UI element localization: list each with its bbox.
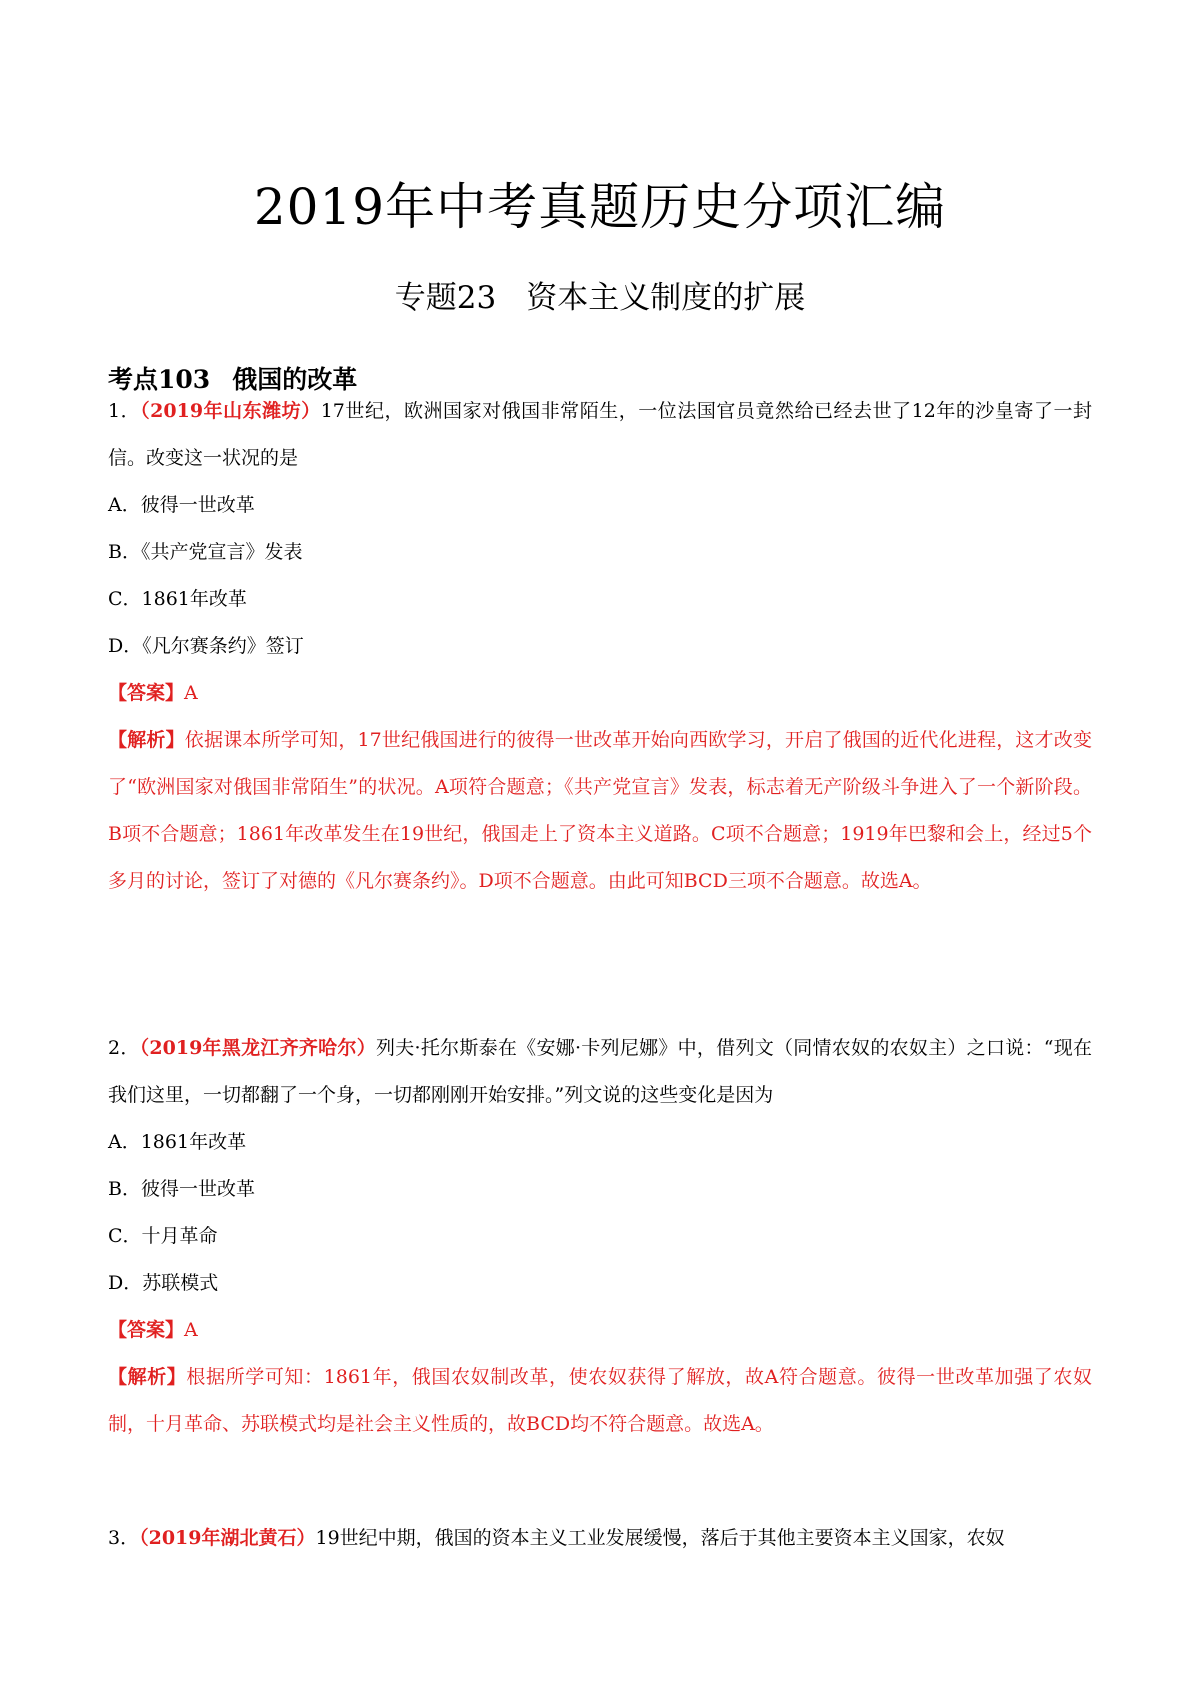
option-b: B．《共产党宣言》发表 — [108, 541, 303, 563]
answer-label: 【答案】 — [108, 1319, 185, 1341]
analysis-paragraph — [108, 717, 1092, 905]
analysis-label: 【解析】 — [108, 1366, 187, 1388]
question-text: 列夫·托尔斯泰在《安娜·卡列尼娜》中，借列文（同情农奴的农奴主）之口说：“现在我们这里，一切都翻了一个身，一切都刚刚开始安排。”列文说的这些变化是因为 — [108, 1037, 1093, 1106]
section-number: 考点103 — [108, 365, 211, 394]
question-source: （2019年黑龙江齐齐哈尔） — [139, 1037, 376, 1059]
option-c: C．1861年改革 — [108, 588, 247, 610]
question-number: 3． — [108, 1527, 140, 1549]
analysis-text: 根据所学可知：1861年，俄国农奴制改革，使农奴获得了解放，故A符合题意。彼得一世改革加强了农奴制，十月革命、苏联模式均是社会主义性质的，故BCD均不符合题意。故选A。 — [108, 1366, 1092, 1435]
document-title: 2019年中考真题历史分项汇编 — [253, 178, 947, 236]
question-source: （2019年湖北黄石） — [139, 1527, 316, 1549]
option-a: A．1861年改革 — [108, 1131, 247, 1153]
option-d: D．苏联模式 — [108, 1272, 219, 1294]
question-1 — [108, 388, 1092, 905]
question-text: 19世纪中期，俄国的资本主义工业发展缓慢，落后于其他主要资本主义国家，农奴 — [315, 1527, 1005, 1549]
question-2 — [108, 1025, 1092, 1448]
option-b: B．彼得一世改革 — [108, 1178, 255, 1200]
question-3 — [108, 1515, 1092, 1562]
answer-line — [108, 1307, 1092, 1354]
option-d: D．《凡尔赛条约》签订 — [108, 635, 304, 657]
question-number: 2． — [108, 1037, 140, 1059]
question-source: （2019年山东潍坊） — [140, 400, 321, 422]
option-c: C．十月革命 — [108, 1225, 218, 1247]
section-title: 俄国的改革 — [232, 365, 358, 394]
topic-subtitle — [0, 276, 1200, 320]
question-stem — [108, 388, 1092, 482]
answer-line — [108, 670, 1092, 717]
question-stem — [108, 1515, 1092, 1562]
answer-value: A — [184, 1319, 198, 1341]
option-a: A．彼得一世改革 — [108, 494, 255, 516]
question-text: 17世纪，欧洲国家对俄国非常陌生，一位法国官员竟然给已经去世了12年的沙皇寄了一封信。改变这一状况的是 — [108, 400, 1092, 469]
analysis-text: 依据课本所学可知，17世纪俄国进行的彼得一世改革开始向西欧学习，开启了俄国的近代化进程，这才改变了“欧洲国家对俄国非常陌生”的状况。A项符合题意；《共产党宣言》发表，标志着无产阶级斗争进入了一个新阶段。B项不合题意；1861年改革发生在19世纪，俄国走上了资本主义道路。C项不合题意；1919年巴黎和会上，经过5个多月的讨论，签订了对德的《凡尔赛条约》。D项不合题意。由此可知BCD三项不合题意。故选A。 — [108, 729, 1092, 892]
answer-value: A — [184, 682, 198, 704]
topic-number: 专题23 — [394, 280, 497, 316]
analysis-paragraph — [108, 1354, 1092, 1448]
question-stem — [108, 1025, 1092, 1119]
analysis-label: 【解析】 — [108, 729, 185, 751]
question-number: 1． — [108, 400, 141, 422]
topic-title: 资本主义制度的扩展 — [526, 280, 806, 316]
answer-label: 【答案】 — [108, 682, 185, 704]
